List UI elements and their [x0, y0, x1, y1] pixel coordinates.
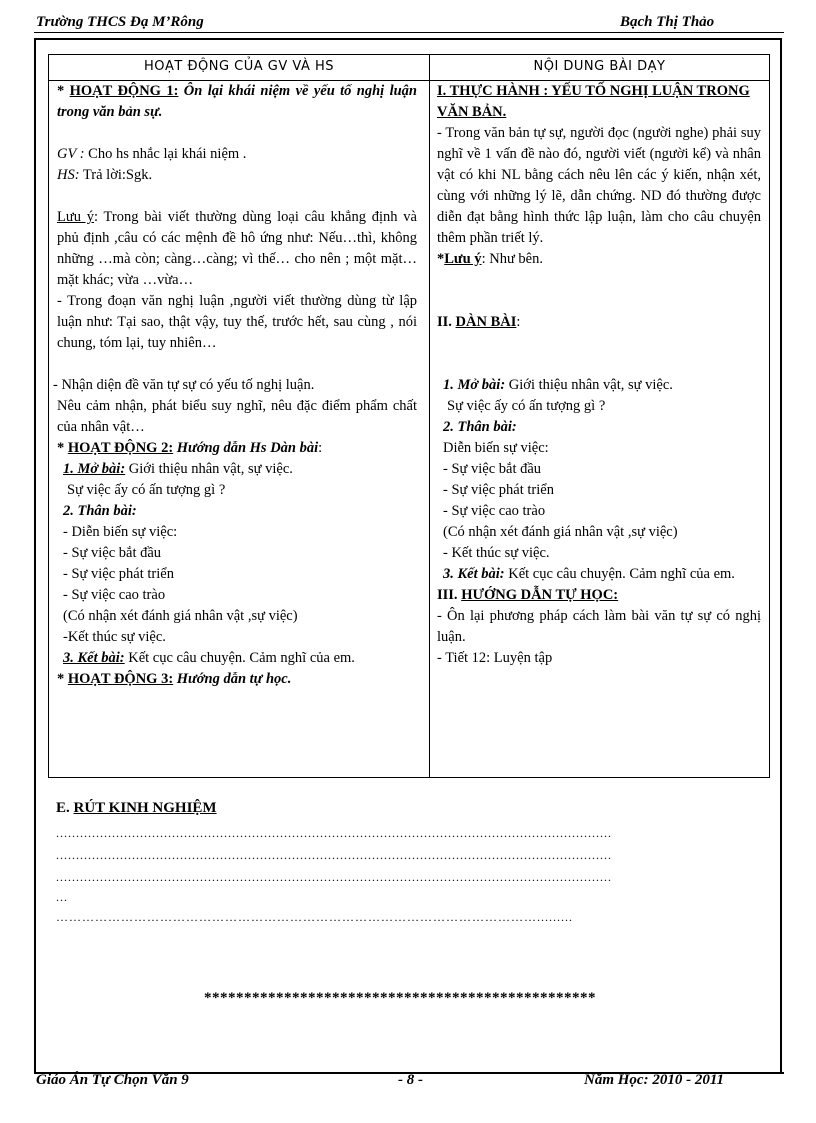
col-right-title: NỘI DUNG BÀI DẠY	[533, 59, 666, 74]
list-item: - Diễn biến sự việc:	[63, 524, 178, 540]
column-divider	[429, 55, 430, 777]
hoat-dong-1: * HOẠT ĐỘNG 1: Ôn lại khái niệm về yếu tố nghị luận trong văn bản sự.	[57, 83, 417, 120]
section-1-text: - Trong văn bản tự sự, người đọc (người nghe) phải suy nghĩ về 1 vấn đề nào đó, người viết (người kể) và nhân vật có khi NL bằng cách nêu lên các ý kiến, nhận xét, cùng với những lý lẽ, dẫn chứng. ND đó thường được diễn đạt bằng hình thức lập luận, làm cho câu chuyện thêm phần triết lý.	[437, 125, 761, 246]
teacher-name: Bạch Thị Thảo	[620, 14, 715, 30]
list-item: - Sự việc phát triển	[443, 482, 554, 498]
content-column	[437, 81, 761, 669]
section-1-title: I. THỰC HÀNH : YẾU TỐ NGHỊ LUẬN TRONG VĂN BẢN.	[437, 83, 750, 120]
list-item: - Sự việc cao trào	[443, 503, 546, 519]
mo-bai-right: 1. Mở bài: Giới thiệu nhân vật, sự việc.	[443, 377, 673, 393]
note-line: ...	[56, 890, 68, 904]
note-line: ...........................................................................................................................................	[56, 826, 612, 840]
school-name: Trường THCS Đạ M’Rông	[36, 14, 204, 30]
spacer	[57, 354, 417, 375]
hd1-title: Ôn lại khái niệm về yếu tố nghị luận trong văn bản sự.	[57, 83, 417, 120]
ket-bai-right: 3. Kết bài: Kết cục câu chuyện. Cảm nghĩ của em.	[443, 566, 735, 582]
note-line: ………………………………………………………………………………………………….........	[56, 910, 573, 924]
list-item: - Sự việc cao trào	[63, 587, 166, 603]
list-item: Diễn biến sự việc:	[443, 440, 549, 456]
hs-line: HS: Trả lời:Sgk.	[57, 167, 153, 183]
luu-y-right: *Lưu ý: Như bên.	[437, 251, 543, 267]
spacer	[437, 333, 761, 375]
nhan-dien-line: - Nhận diện đề văn tự sự có yếu tố nghị luận.	[53, 377, 315, 393]
note-line: ...........................................................................................................................................	[56, 870, 612, 884]
section-e-title: E. RÚT KINH NGHIỆM	[56, 800, 217, 816]
hoat-dong-3: * HOẠT ĐỘNG 3: Hướng dẫn tự học.	[57, 671, 292, 687]
list-item: - Kết thúc sự việc.	[443, 545, 550, 561]
than-bai-right: 2. Thân bài:	[443, 419, 517, 435]
mo-bai-left: 1. Mở bài: Giới thiệu nhân vật, sự việc.	[63, 461, 293, 477]
mo-bai-question-left: Sự việc ấy có ấn tượng gì ?	[67, 482, 226, 498]
spacer	[57, 123, 417, 144]
table-header-row	[49, 55, 769, 81]
hd1-label: HOẠT ĐỘNG 1:	[69, 83, 179, 99]
section-3-item: - Ôn lại phương pháp cách làm bài văn tự sự có nghị luận.	[437, 608, 761, 645]
header-rule	[34, 32, 784, 33]
activities-column	[53, 81, 417, 690]
section-3-title: III. HƯỚNG DẪN TỰ HỌC:	[437, 587, 619, 603]
note-line: ...........................................................................................................................................	[56, 848, 612, 862]
list-item: (Có nhận xét đánh giá nhân vật ,sự việc)	[443, 524, 678, 540]
spacer	[437, 270, 761, 312]
neu-cam-nhan: Nêu cảm nhận, phát biểu suy nghĩ, nêu đặc điểm phẩm chất của nhân vật…	[57, 398, 417, 435]
section-2-title: II. DÀN BÀI:	[437, 314, 521, 330]
list-item: -Kết thúc sự việc.	[63, 629, 166, 645]
gv-line: GV : Cho hs nhắc lại khái niệm .	[57, 146, 247, 162]
page-number: - 8 -	[398, 1072, 423, 1088]
luu-y-left: Lưu ý: Trong bài viết thường dùng loại câu khẳng định và phủ định ,câu có các mệnh đề hô ứng như: Nếu…thì, không những …mà còn; càng…càng; vì thế… cho nên ; một mặt…mặt khác; vừa …vừa…	[57, 209, 417, 288]
footer-title: Giáo Án Tự Chọn Văn 9	[36, 1072, 189, 1088]
ket-bai-left: 3. Kết bài: Kết cục câu chuyện. Cảm nghĩ của em.	[63, 650, 355, 666]
section-3-item: - Tiết 12: Luyện tập	[437, 650, 553, 666]
list-item: - Sự việc bắt đầu	[63, 545, 162, 561]
school-year: Năm Học: 2010 - 2011	[584, 1072, 724, 1088]
spacer	[57, 186, 417, 207]
mo-bai-question-right: Sự việc ấy có ấn tượng gì ?	[447, 398, 606, 414]
star-separator: *************************************************	[204, 990, 596, 1006]
list-item: (Có nhận xét đánh giá nhân vật ,sự việc)	[63, 608, 298, 624]
list-item: - Sự việc phát triển	[63, 566, 174, 582]
than-bai-left: 2. Thân bài:	[63, 503, 137, 519]
list-item: - Sự việc bắt đầu	[443, 461, 542, 477]
lesson-table	[48, 54, 770, 778]
hoat-dong-2: * HOẠT ĐỘNG 2: Hướng dẫn Hs Dàn bài:	[57, 440, 323, 456]
col-left-title: HOẠT ĐỘNG CỦA GV VÀ HS	[143, 59, 335, 74]
lap-luan-paragraph: - Trong đoạn văn nghị luận ,người viết thường dùng từ lập luận như: Tại sao, thật vậy, tuy thế, trước hết, sau cùng , nói chung, tóm lại, tuy nhiên…	[57, 293, 417, 351]
